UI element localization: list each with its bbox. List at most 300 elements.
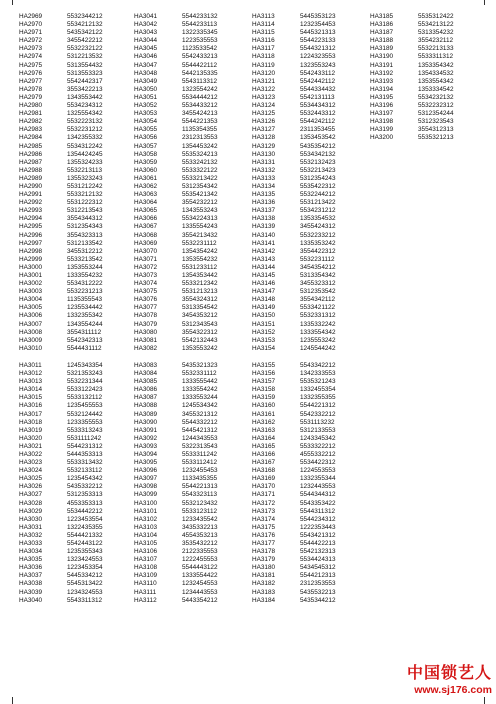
bitting-number: 5531233112	[182, 263, 218, 271]
code-row	[370, 37, 482, 45]
bitting-number: 1235355343	[67, 548, 103, 556]
code-id: HA3065	[134, 207, 158, 215]
code-row	[19, 215, 131, 223]
code-row	[252, 215, 364, 223]
code-id: HA3137	[252, 207, 276, 215]
code-id: HA3054	[134, 118, 158, 126]
bitting-number: 5444353313	[67, 450, 103, 458]
code-id: HA3028	[19, 499, 43, 507]
code-row	[134, 102, 246, 110]
code-id: HA3189	[370, 45, 394, 53]
code-row	[252, 134, 364, 142]
bitting-number: 3455323312	[300, 280, 336, 288]
bitting-number: 5445353123	[300, 13, 336, 20]
code-id: HA3145	[252, 272, 276, 279]
bitting-number: 5534224313	[182, 215, 218, 223]
code-id: HA3072	[134, 263, 158, 271]
bitting-number: 5533421122	[300, 304, 336, 312]
bitting-number: 5312353542	[300, 288, 336, 296]
code-id: HA3056	[134, 134, 158, 142]
code-id: HA2979	[19, 93, 43, 101]
code-row	[252, 199, 364, 207]
code-id: HA3144	[252, 263, 276, 271]
code-row	[134, 272, 246, 280]
code-id: HA3123	[252, 93, 276, 101]
code-row	[252, 223, 364, 231]
bitting-number: 1332355342	[67, 312, 103, 320]
code-row	[134, 215, 246, 223]
bitting-number: 3554344312	[67, 215, 103, 223]
code-row	[134, 256, 246, 264]
code-id: HA2972	[19, 37, 43, 45]
bitting-number: 3435332213	[182, 523, 218, 531]
bitting-number: 1353553244	[67, 263, 103, 271]
bitting-number: 5531212242	[67, 182, 103, 190]
bitting-number: 5532213133	[418, 45, 454, 53]
code-id: HA3079	[134, 320, 158, 328]
bitting-number: 1332355355	[300, 394, 336, 402]
bitting-number: 1353553242	[182, 344, 218, 352]
code-id: HA3188	[370, 37, 394, 45]
bitting-number: 2122335553	[182, 548, 218, 556]
code-id: HA3151	[252, 320, 276, 328]
bitting-number: 3455312212	[67, 247, 103, 255]
code-id: HA3121	[252, 77, 276, 85]
code-row	[19, 248, 131, 256]
code-id: HA3152	[252, 328, 276, 336]
code-id: HA2988	[19, 166, 43, 174]
code-row	[134, 13, 246, 21]
bitting-number: 5543113312	[182, 77, 218, 85]
code-row	[134, 378, 246, 386]
code-id: HA3178	[252, 548, 276, 556]
bitting-number: 1353354342	[418, 61, 454, 69]
code-id: HA3192	[370, 69, 394, 77]
bitting-number: 1235455553	[67, 402, 103, 410]
bitting-number: 5545313422	[67, 580, 103, 588]
code-id: HA3171	[252, 491, 276, 499]
code-row	[134, 86, 246, 94]
bitting-number: 5534434312	[300, 102, 336, 110]
code-id: HA2986	[19, 150, 43, 158]
code-id: HA2984	[19, 134, 43, 142]
code-row	[19, 126, 131, 134]
bitting-number: 5534232132	[418, 93, 454, 101]
code-id: HA3148	[252, 296, 276, 304]
code-id: HA3089	[134, 410, 158, 418]
code-row	[134, 191, 246, 199]
code-id: HA2983	[19, 126, 43, 134]
bitting-number: 5532231213	[67, 288, 103, 296]
code-row	[134, 296, 246, 304]
code-id: HA3186	[370, 21, 394, 29]
bitting-number: 1232454553	[182, 580, 218, 588]
bitting-number: 5544321312	[300, 45, 336, 53]
code-id: HA3001	[19, 272, 43, 279]
code-row	[134, 159, 246, 167]
bitting-number: 3454354212	[300, 263, 336, 271]
bitting-number: 5313354342	[300, 272, 336, 279]
code-id: HA3010	[19, 344, 43, 352]
bitting-number: 5533313432	[67, 459, 103, 467]
bitting-number: 5312354244	[418, 110, 454, 118]
bitting-number: 1335332242	[300, 320, 336, 328]
code-row	[19, 13, 131, 21]
bitting-number: 5532233212	[300, 231, 336, 239]
bitting-number: 5544332212	[182, 418, 218, 426]
code-row	[134, 532, 246, 540]
code-id: HA3046	[134, 53, 158, 61]
code-id: HA3057	[134, 142, 158, 150]
code-id: HA3035	[19, 556, 43, 564]
code-row	[134, 151, 246, 159]
code-row	[252, 564, 364, 572]
code-id: HA3060	[134, 166, 158, 174]
bitting-number: 1354424245	[67, 150, 103, 158]
code-row	[252, 62, 364, 70]
code-id: HA3053	[134, 110, 158, 118]
code-id: HA3195	[370, 93, 394, 101]
code-id: HA3000	[19, 263, 43, 271]
code-row	[252, 500, 364, 508]
bitting-number: 5435354212	[300, 142, 336, 150]
code-id: HA2996	[19, 231, 43, 239]
code-id: HA3014	[19, 386, 43, 394]
bitting-number: 5534424313	[300, 556, 336, 564]
bitting-number: 1222455553	[182, 556, 218, 564]
code-row	[134, 183, 246, 191]
code-row	[134, 508, 246, 516]
code-id: HA3163	[252, 426, 276, 434]
code-row	[19, 272, 131, 280]
code-row	[134, 548, 246, 556]
code-row	[252, 175, 364, 183]
bitting-number: 5543323113	[182, 491, 218, 499]
code-row	[134, 362, 246, 370]
code-id: HA3040	[19, 596, 43, 604]
code-row	[252, 427, 364, 435]
code-row	[252, 143, 364, 151]
code-id: HA3172	[252, 499, 276, 507]
bitting-number: 3554322312	[182, 328, 218, 336]
bitting-number: 5532244212	[300, 191, 336, 199]
code-row	[370, 86, 482, 94]
bitting-number: 1332455354	[300, 386, 336, 394]
bitting-number: 1353334542	[418, 85, 454, 93]
code-row	[19, 467, 131, 475]
bitting-number: 5544234312	[300, 515, 336, 523]
code-id: HA3166	[252, 450, 276, 458]
code-id: HA2987	[19, 158, 43, 166]
code-row	[370, 13, 482, 21]
code-row	[134, 280, 246, 288]
code-row	[252, 110, 364, 118]
code-id: HA3041	[134, 13, 158, 20]
bitting-number: 5532331312	[300, 312, 336, 320]
code-column	[19, 13, 131, 605]
bitting-number: 5532213113	[67, 166, 103, 174]
code-id: HA2977	[19, 77, 43, 85]
bitting-number: 3553422213	[67, 85, 103, 93]
code-row	[134, 402, 246, 410]
code-id: HA2990	[19, 182, 43, 190]
bitting-number: 1343554244	[67, 320, 103, 328]
bitting-number: 1135355543	[67, 296, 103, 304]
bitting-number: 5312133542	[67, 239, 103, 247]
code-column	[134, 13, 246, 605]
code-id: HA3165	[252, 442, 276, 450]
bitting-number: 5534231212	[300, 207, 336, 215]
code-row	[19, 443, 131, 451]
code-row	[252, 524, 364, 532]
code-id: HA3094	[134, 450, 158, 458]
code-id: HA3175	[252, 523, 276, 531]
code-id: HA3017	[19, 410, 43, 418]
bitting-number: 5532232312	[418, 102, 454, 110]
code-row	[370, 118, 482, 126]
code-id: HA3102	[134, 515, 158, 523]
code-row	[252, 386, 364, 394]
code-id: HA3084	[134, 370, 158, 378]
bitting-number: 4554353213	[182, 531, 218, 539]
code-id: HA3136	[252, 199, 276, 207]
code-id: HA3181	[252, 572, 276, 580]
bitting-number: 1332355344	[300, 475, 336, 483]
code-row	[19, 435, 131, 443]
crop-mark	[484, 0, 485, 5]
code-id: HA2999	[19, 255, 43, 263]
code-row	[19, 491, 131, 499]
bitting-number: 1222353443	[300, 523, 336, 531]
code-id: HA3111	[134, 588, 157, 596]
code-row	[19, 183, 131, 191]
bitting-number: 5544422112	[182, 61, 218, 69]
code-row	[134, 94, 246, 102]
code-id: HA3184	[252, 596, 276, 604]
code-row	[252, 183, 364, 191]
code-row	[134, 483, 246, 491]
code-row	[19, 500, 131, 508]
bitting-number: 5535321243	[300, 378, 336, 386]
code-id: HA3083	[134, 361, 158, 369]
code-row	[252, 312, 364, 320]
bitting-number: 5544223133	[300, 37, 336, 45]
code-row	[252, 329, 364, 337]
bitting-number: 5535321213	[418, 134, 454, 142]
code-row	[134, 62, 246, 70]
code-id: HA3147	[252, 288, 276, 296]
bitting-number: 1235553242	[300, 336, 336, 344]
bitting-number: 1333554242	[182, 386, 218, 394]
code-row	[252, 475, 364, 483]
code-row	[252, 321, 364, 329]
code-id: HA3082	[134, 344, 158, 352]
code-row	[134, 435, 246, 443]
bitting-number: 1245343354	[67, 361, 103, 369]
code-row	[19, 21, 131, 29]
code-row	[252, 443, 364, 451]
code-id: HA3005	[19, 304, 43, 312]
bitting-number: 3554312313	[418, 126, 454, 134]
code-id: HA3012	[19, 370, 43, 378]
bitting-number: 5435332212	[67, 483, 103, 491]
code-id: HA3039	[19, 588, 43, 596]
code-row	[19, 532, 131, 540]
code-row	[134, 516, 246, 524]
code-row	[370, 94, 482, 102]
code-row	[19, 427, 131, 435]
bitting-number: 5443354212	[182, 596, 218, 604]
bitting-number: 1322435355	[67, 523, 103, 531]
code-row	[252, 264, 364, 272]
code-id: HA3090	[134, 418, 158, 426]
bitting-number: 5544233132	[182, 13, 218, 20]
bitting-number: 5532123432	[182, 499, 218, 507]
code-id: HA3055	[134, 126, 158, 134]
bitting-number: 1245534342	[182, 402, 218, 410]
bitting-number: 3535432212	[182, 540, 218, 547]
code-id: HA3182	[252, 580, 276, 588]
bitting-number: 5531213422	[300, 199, 336, 207]
code-row	[134, 337, 246, 345]
code-id: HA3064	[134, 199, 158, 207]
code-row	[252, 411, 364, 419]
code-id: HA3069	[134, 239, 158, 247]
bitting-number: 5542132443	[182, 336, 218, 344]
code-row	[252, 572, 364, 580]
code-row	[134, 580, 246, 588]
code-row	[19, 459, 131, 467]
bitting-number: 3454353212	[182, 312, 218, 320]
code-id: HA3169	[252, 475, 276, 483]
bitting-number: 5535324213	[182, 150, 218, 158]
code-row	[252, 378, 364, 386]
code-row	[134, 207, 246, 215]
bitting-number: 5534342132	[300, 150, 336, 158]
code-row	[252, 280, 364, 288]
code-row	[19, 597, 131, 605]
bitting-number: 1335353242	[300, 239, 336, 247]
bitting-number: 5532231212	[67, 126, 103, 134]
code-id: HA3058	[134, 150, 158, 158]
code-row	[19, 394, 131, 402]
code-row	[19, 516, 131, 524]
bitting-number: 5533122423	[67, 386, 103, 394]
bitting-number: 1353554232	[182, 255, 218, 263]
code-id: HA3170	[252, 483, 276, 491]
code-id: HA3032	[19, 531, 43, 539]
bitting-number: 5532231112	[300, 255, 335, 263]
code-row	[19, 118, 131, 126]
bitting-number: 5435321323	[182, 361, 218, 369]
code-id: HA3086	[134, 386, 158, 394]
bitting-number: 1235534442	[67, 304, 103, 312]
crop-mark	[484, 697, 485, 704]
code-id: HA3116	[252, 37, 275, 45]
code-row	[134, 126, 246, 134]
bitting-number: 5531213213	[182, 288, 218, 296]
code-row	[19, 378, 131, 386]
code-id: HA2982	[19, 118, 43, 126]
code-row	[134, 467, 246, 475]
code-id: HA3128	[252, 134, 276, 142]
code-row	[19, 548, 131, 556]
code-row	[134, 451, 246, 459]
code-row	[252, 94, 364, 102]
bitting-number: 5322313543	[182, 442, 218, 450]
bitting-number: 5435344212	[300, 596, 336, 604]
bitting-number: 5531113232	[300, 418, 335, 426]
bitting-number: 1232354453	[300, 21, 336, 29]
code-id: HA3098	[134, 483, 158, 491]
watermark-title: 中国锁艺人	[406, 663, 492, 682]
bitting-number: 3554324312	[182, 296, 218, 304]
code-id: HA3063	[134, 191, 158, 199]
code-id: HA3143	[252, 255, 276, 263]
code-row	[370, 45, 482, 53]
bitting-number: 5313554432	[67, 61, 103, 69]
code-id: HA3081	[134, 336, 158, 344]
bitting-number: 1234443553	[182, 588, 218, 596]
bitting-number: 1244343553	[182, 434, 218, 442]
code-row	[19, 175, 131, 183]
code-id: HA3025	[19, 475, 43, 483]
code-id: HA2997	[19, 239, 43, 247]
code-row	[134, 321, 246, 329]
code-row	[370, 70, 482, 78]
code-id: HA3042	[134, 21, 158, 29]
code-row	[19, 78, 131, 86]
code-id: HA2991	[19, 191, 43, 199]
code-id: HA3088	[134, 402, 158, 410]
code-id: HA2973	[19, 45, 43, 53]
code-id: HA3139	[252, 223, 276, 231]
bitting-number: 5531111242	[67, 434, 102, 442]
code-id: HA2993	[19, 207, 43, 215]
code-id: HA3071	[134, 255, 158, 263]
bitting-number: 1343553243	[182, 207, 218, 215]
bitting-number: 5532231112	[182, 239, 217, 247]
bitting-number: 5532344212	[67, 13, 103, 20]
code-row	[19, 321, 131, 329]
bitting-number: 5534444212	[182, 93, 218, 101]
code-id: HA3061	[134, 174, 158, 182]
code-row	[252, 362, 364, 370]
code-row	[252, 589, 364, 597]
code-id: HA3131	[252, 158, 276, 166]
bitting-number: 5544221312	[300, 402, 336, 410]
code-row	[19, 337, 131, 345]
code-id: HA3050	[134, 85, 158, 93]
bitting-number: 5532132423	[300, 158, 336, 166]
bitting-number: 1223535553	[182, 37, 218, 45]
bitting-number: 5535312422	[418, 13, 454, 20]
bitting-number: 5544422213	[300, 540, 336, 547]
bitting-number: 1223453554	[67, 515, 103, 523]
crop-mark	[12, 0, 13, 5]
code-row	[19, 143, 131, 151]
code-id: HA2971	[19, 29, 43, 37]
code-id: HA2989	[19, 174, 43, 182]
code-row	[252, 151, 364, 159]
code-row	[252, 288, 364, 296]
bitting-number: 5442135335	[182, 69, 218, 77]
code-row	[134, 475, 246, 483]
code-id: HA3104	[134, 531, 158, 539]
code-row	[19, 386, 131, 394]
code-id: HA3112	[134, 596, 157, 604]
code-row	[134, 394, 246, 402]
